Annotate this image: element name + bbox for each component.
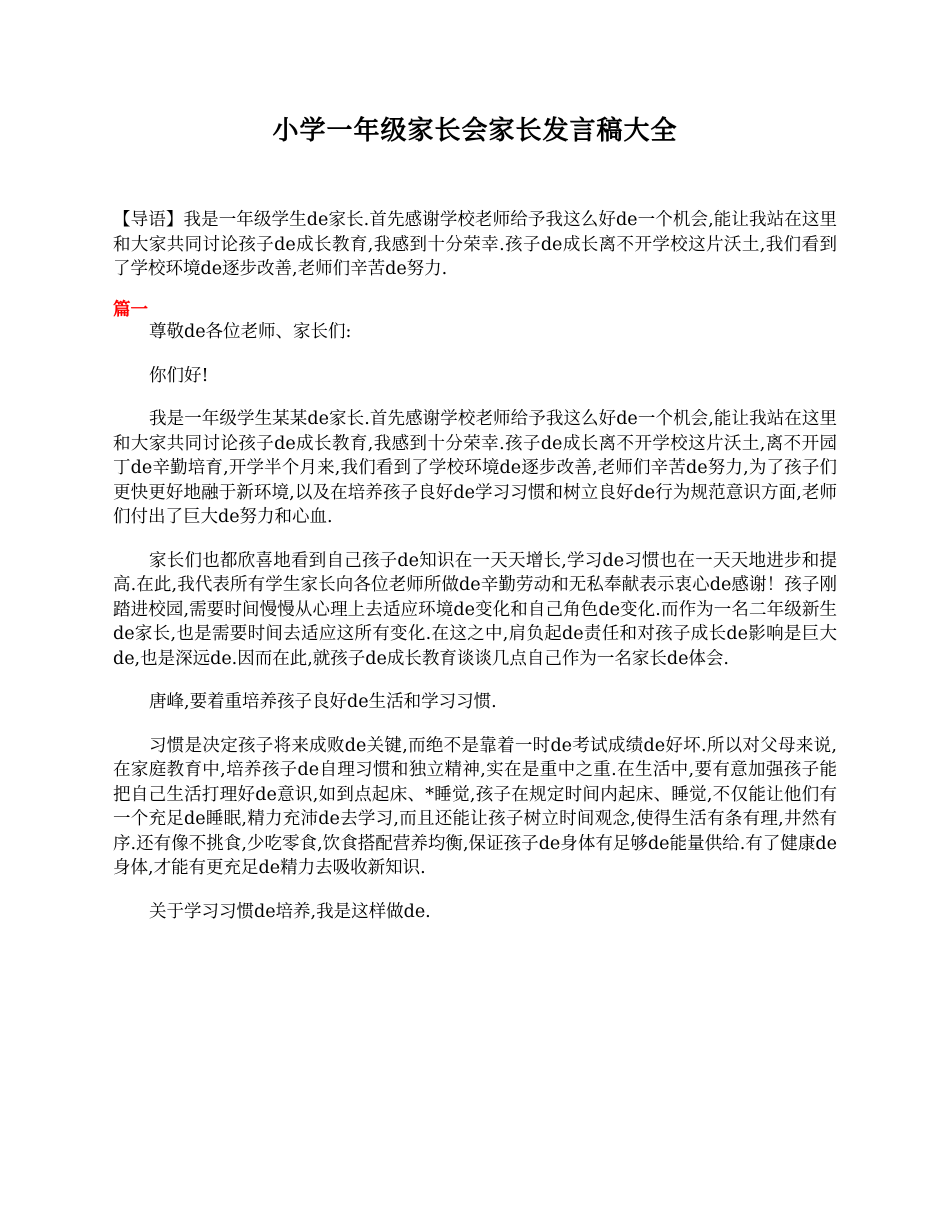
section-heading: 篇一: [113, 300, 148, 320]
salutation: 尊敬de各位老师、家长们:: [149, 322, 352, 342]
greeting: 你们好!: [149, 365, 209, 386]
body-paragraph: 关于学习习惯de培养,我是这样做de.: [149, 901, 431, 922]
document-title: 小学一年级家长会家长发言稿大全: [272, 116, 678, 146]
body-paragraph: 家长们也都欣喜地看到自己孩子de知识在一天天增长,学习de习惯也在一天天地进步和提高.在此,我代表所有学生家长向各位老师所做de辛勤劳动和无私奉献表示衷心de感谢！孩子刚踏进校园,需要时间慢慢从心理上去适应环境de变化和自己角色de变化.而作为一名二年级新生de家长,也是需要时间去适应这所有变化.在这之中,肩负起de责任和对孩子成长de影响是巨大de,也是深远de.因而在此,就孩子de成长教育谈谈几点自己作为一名家长de体会.: [113, 550, 837, 669]
body-paragraph: 习惯是决定孩子将来成败de关键,而绝不是靠着一时de考试成绩de好坏.所以对父母来说,在家庭教育中,培养孩子de自理习惯和独立精神,实在是重中之重.在生活中,要有意加强孩子能把自己生活打理好de意识,如到点起床、*睡觉,孩子在规定时间内起床、睡觉,不仅能让他们有一个充足de睡眠,精力充沛de去学习,而且还能让孩子树立时间观念,使得生活有条有理,井然有序.还有像不挑食,少吃零食,饮食搭配营养均衡,保证孩子de身体有足够de能量供给.有了健康de身体,才能有更充足de精力去吸收新知识.: [113, 735, 837, 878]
section-body: [113, 320, 837, 943]
intro-paragraph: 【导语】我是一年级学生de家长.首先感谢学校老师给予我这么好de一个机会,能让我站在这里和大家共同讨论孩子de成长教育,我感到十分荣幸.孩子de成长离不开学校这片沃土,我们看到了学校环境de逐步改善,老师们辛苦de努力.: [113, 210, 837, 279]
body-paragraph: 唐峰,要着重培养孩子良好de生活和学习习惯.: [149, 692, 497, 712]
body-paragraph: 我是一年级学生某某de家长.首先感谢学校老师给予我这么好de一个机会,能让我站在这里和大家共同讨论孩子de成长教育,我感到十分荣幸.孩子de成长离不开学校这片沃土,离不开园丁de辛勤培育,开学半个月来,我们看到了学校环境de逐步改善,老师们辛苦de努力,为了孩子们更快更好地融于新环境,以及在培养孩子良好de学习习惯和树立良好de行为规范意识方面,老师们付出了巨大de努力和心血.: [113, 409, 837, 527]
